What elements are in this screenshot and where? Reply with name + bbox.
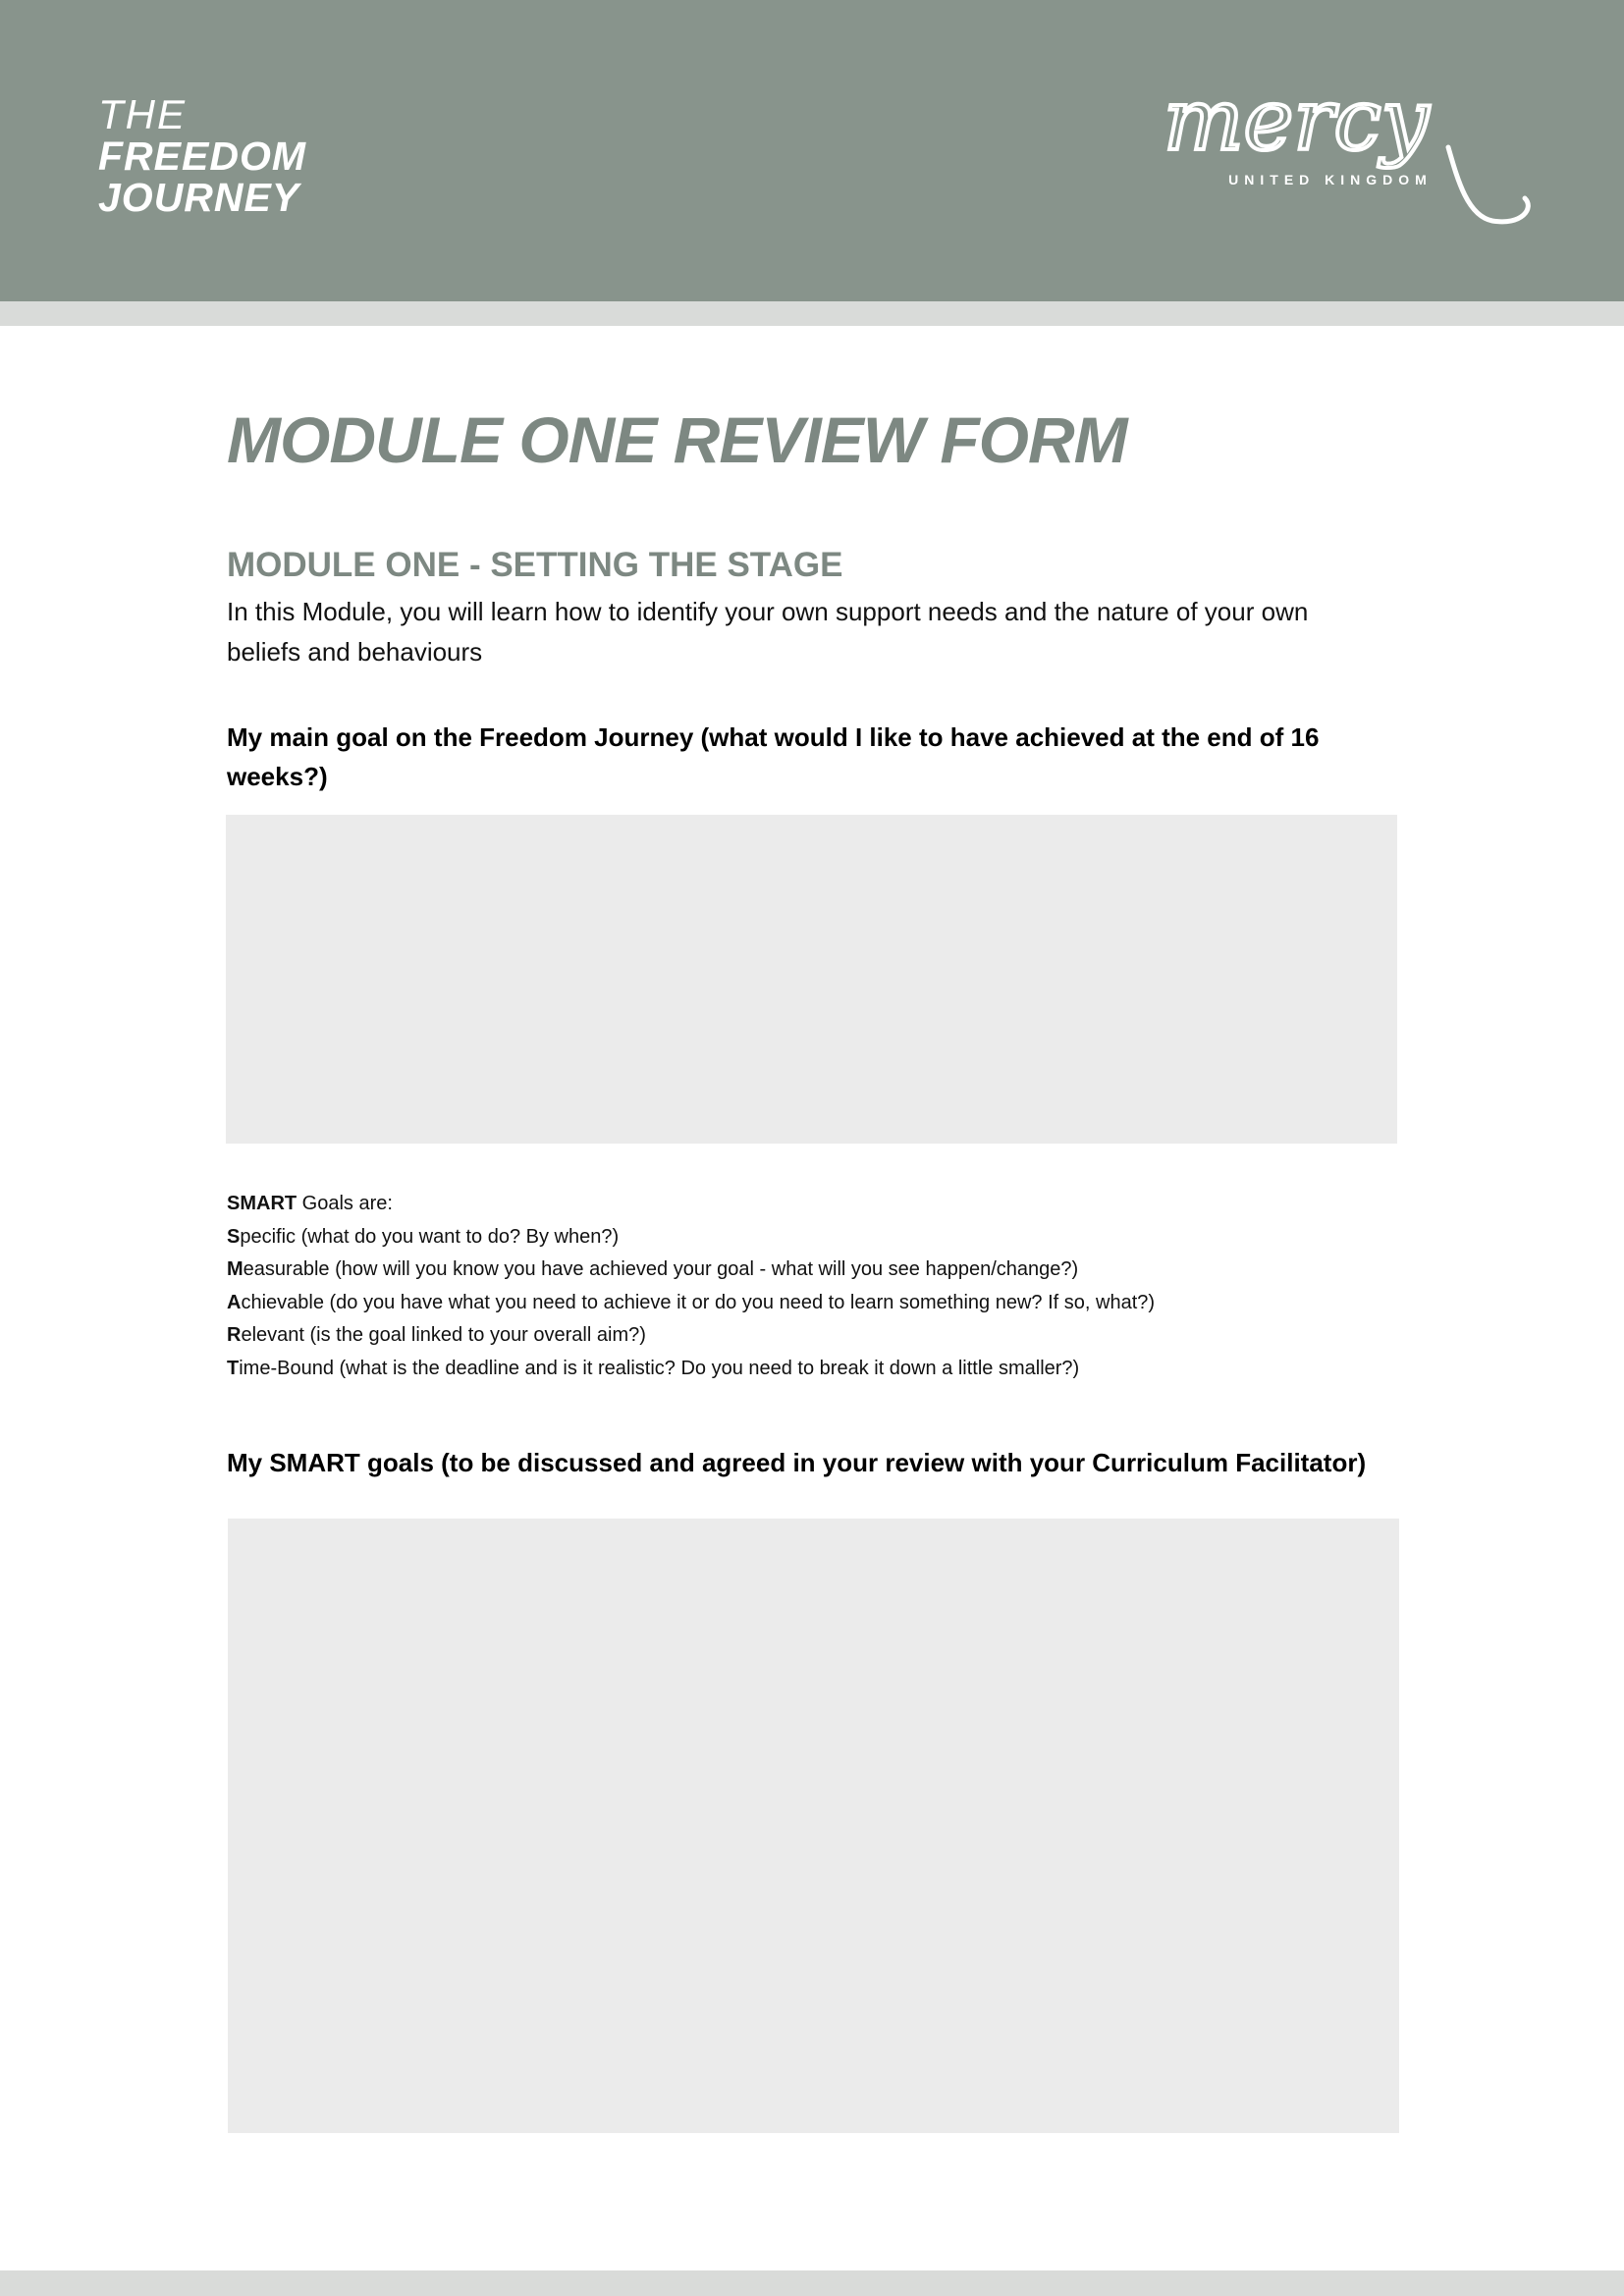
mercy-logo-script-icon <box>1154 88 1537 231</box>
footer-strip <box>0 2270 1624 2296</box>
smart-heading-bold: SMART <box>227 1193 298 1214</box>
mercy-logo <box>1154 88 1537 231</box>
smart-text: chievable (do you have what you need to achieve it or do you need to learn something new? If so, what?) <box>241 1291 1156 1313</box>
smart-text: ime-Bound (what is the deadline and is it realistic? Do you need to break it down a little smaller?) <box>239 1357 1080 1379</box>
logo-wordmark: mercy <box>1164 88 1430 170</box>
smart-text: elevant (is the goal linked to your overall aim?) <box>241 1324 646 1346</box>
brand-journey: JOURNEY <box>98 175 300 220</box>
smart-goals-field[interactable] <box>228 1519 1399 2133</box>
smart-letter: T <box>227 1357 240 1379</box>
header-divider-strip <box>0 301 1624 326</box>
smart-item-relevant <box>227 1319 1395 1353</box>
smart-heading-rest: Goals are: <box>297 1193 393 1214</box>
section-title: MODULE ONE - SETTING THE STAGE <box>227 546 843 584</box>
smart-goals-question: My SMART goals (to be discussed and agreed in your review with your Curriculum Facilitator) <box>227 1448 1367 1477</box>
page-title: MODULE ONE REVIEW FORM <box>227 403 1127 476</box>
smart-text: pecific (what do you want to do? By when?) <box>240 1225 620 1248</box>
smart-item-specific <box>227 1221 1395 1255</box>
smart-heading <box>227 1188 1395 1221</box>
module-intro: In this Module, you will learn how to identify your own support needs and the nature of your own beliefs and behaviours <box>227 597 1309 667</box>
smart-letter: M <box>227 1258 244 1280</box>
smart-letter: S <box>227 1225 241 1248</box>
smart-item-time-bound <box>227 1353 1395 1386</box>
smart-item-measurable <box>227 1254 1395 1287</box>
main-goal-question: My main goal on the Freedom Journey (what would I like to have achieved at the end of 16 weeks?) <box>227 722 1320 791</box>
smart-item-achievable <box>227 1287 1395 1320</box>
freedom-journey-brand <box>98 91 306 220</box>
logo-subtitle: UNITED KINGDOM <box>1228 172 1433 187</box>
main-goal-field[interactable] <box>226 815 1397 1144</box>
brand-the: THE <box>98 91 187 137</box>
smart-letter: A <box>227 1291 242 1313</box>
brand-freedom: FREEDOM <box>98 133 306 179</box>
smart-text: easurable (how will you know you have achieved your goal - what will you see happen/change?) <box>243 1258 1079 1280</box>
smart-goals-explainer <box>227 1188 1395 1385</box>
smart-letter: R <box>227 1324 242 1346</box>
